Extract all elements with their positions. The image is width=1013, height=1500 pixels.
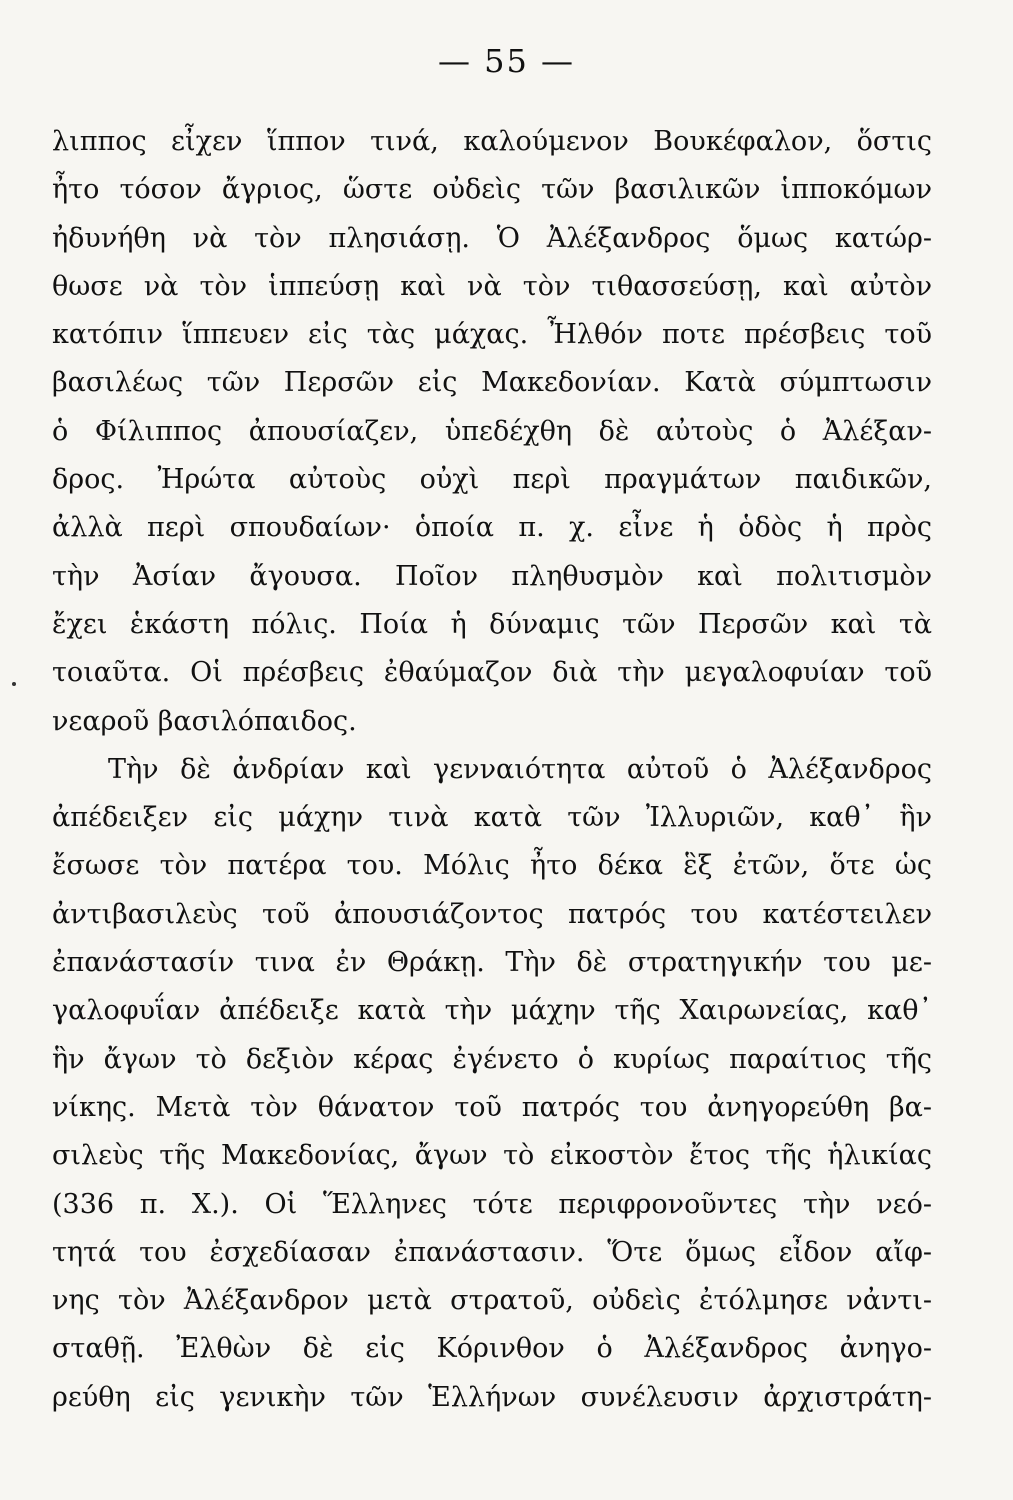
text-line: σιλεὺς τῆς Μακεδονίας, ἄγων τὸ εἰκοστὸν ἔτος τῆς ἡλικίας xyxy=(52,1140,932,1172)
text-line: λιππος εἶχεν ἵππον τινά, καλούμενον Βουκέφαλον, ὅστις xyxy=(52,126,932,157)
text-line: (336 π. Χ.). Οἱ Ἕλληνες τότε περιφρονοῦντες τὴν νεό- xyxy=(52,1188,932,1220)
text-line: γαλοφυΐαν ἀπέδειξε κατὰ τὴν μάχην τῆς Χαιρωνείας, καθ᾽ xyxy=(52,995,932,1027)
body-text xyxy=(52,118,932,1422)
text-line: θωσε νὰ τὸν ἱππεύσῃ καὶ νὰ τὸν τιθασσεύσῃ, καὶ αὐτὸν xyxy=(52,270,932,302)
paper-speck xyxy=(12,682,16,686)
text-line: νεαροῦ βασιλόπαιδος. xyxy=(52,705,357,737)
text-line: ρεύθη εἰς γενικὴν τῶν Ἑλλήνων συνέλευσιν ἀρχιστράτη- xyxy=(52,1381,932,1413)
text-line: τὴν Ἀσίαν ἄγουσα. Ποῖον πληθυσμὸν καὶ πολιτισμὸν xyxy=(52,560,932,592)
text-line: δρος. Ἠρώτα αὐτοὺς οὐχὶ περὶ πραγμάτων παιδικῶν, xyxy=(52,464,932,496)
text-line: ὁ Φίλιππος ἀπουσίαζεν, ὑπεδέχθη δὲ αὐτοὺς ὁ Ἀλέξαν- xyxy=(52,415,932,447)
text-line: σταθῇ. Ἐλθὼν δὲ εἰς Κόρινθον ὁ Ἀλέξανδρος ἀνηγο- xyxy=(52,1333,932,1365)
page-number: — 55 — xyxy=(437,42,576,80)
text-line: ἀπέδειξεν εἰς μάχην τινὰ κατὰ τῶν Ἰλλυριῶν, καθ᾽ ἣν xyxy=(52,802,932,834)
text-line: Τὴν δὲ ἀνδρίαν καὶ γενναιότητα αὐτοῦ ὁ Ἀλέξανδρος xyxy=(108,753,932,785)
text-line: βασιλέως τῶν Περσῶν εἰς Μακεδονίαν. Κατὰ σύμπτωσιν xyxy=(52,367,932,399)
text-line: ἀλλὰ περὶ σπουδαίων· ὁποία π. χ. εἶνε ἡ ὁδὸς ἡ πρὸς xyxy=(52,512,932,544)
text-line: κατόπιν ἵππευεν εἰς τὰς μάχας. Ἦλθόν ποτε πρέσβεις τοῦ xyxy=(52,319,932,351)
text-line: νίκης. Μετὰ τὸν θάνατον τοῦ πατρός του ἀνηγορεύθη βα- xyxy=(52,1091,932,1123)
text-line: ἐπανάστασίν τινα ἐν Θράκῃ. Τὴν δὲ στρατηγικήν του με- xyxy=(52,947,932,979)
text-line: ἦτο τόσον ἄγριος, ὥστε οὐδεὶς τῶν βασιλικῶν ἱπποκόμων xyxy=(52,174,932,206)
text-line: νης τὸν Ἀλέξανδρον μετὰ στρατοῦ, οὐδεὶς ἐτόλμησε νἀντι- xyxy=(52,1285,932,1317)
text-line: ἔσωσε τὸν πατέρα του. Μόλις ἦτο δέκα ἓξ ἐτῶν, ὅτε ὡς xyxy=(52,850,932,882)
paragraph xyxy=(52,118,932,746)
paragraph xyxy=(52,746,932,1422)
text-line: ἔχει ἑκάστη πόλις. Ποία ἡ δύναμις τῶν Περσῶν καὶ τὰ xyxy=(52,608,932,640)
text-line: ἣν ἄγων τὸ δεξιὸν κέρας ἐγένετο ὁ κυρίως παραίτιος τῆς xyxy=(52,1043,932,1075)
text-line: ἀντιβασιλεὺς τοῦ ἀπουσιάζοντος πατρός του κατέστειλεν xyxy=(52,898,932,930)
text-line: ἠδυνήθη νὰ τὸν πλησιάσῃ. Ὁ Ἀλέξανδρος ὅμως κατώρ- xyxy=(52,222,932,254)
text-line: τητά του ἐσχεδίασαν ἐπανάστασιν. Ὅτε ὅμως εἶδον αἴφ- xyxy=(52,1236,932,1268)
text-line: τοιαῦτα. Οἱ πρέσβεις ἐθαύμαζον διὰ τὴν μεγαλοφυίαν τοῦ xyxy=(52,657,932,689)
